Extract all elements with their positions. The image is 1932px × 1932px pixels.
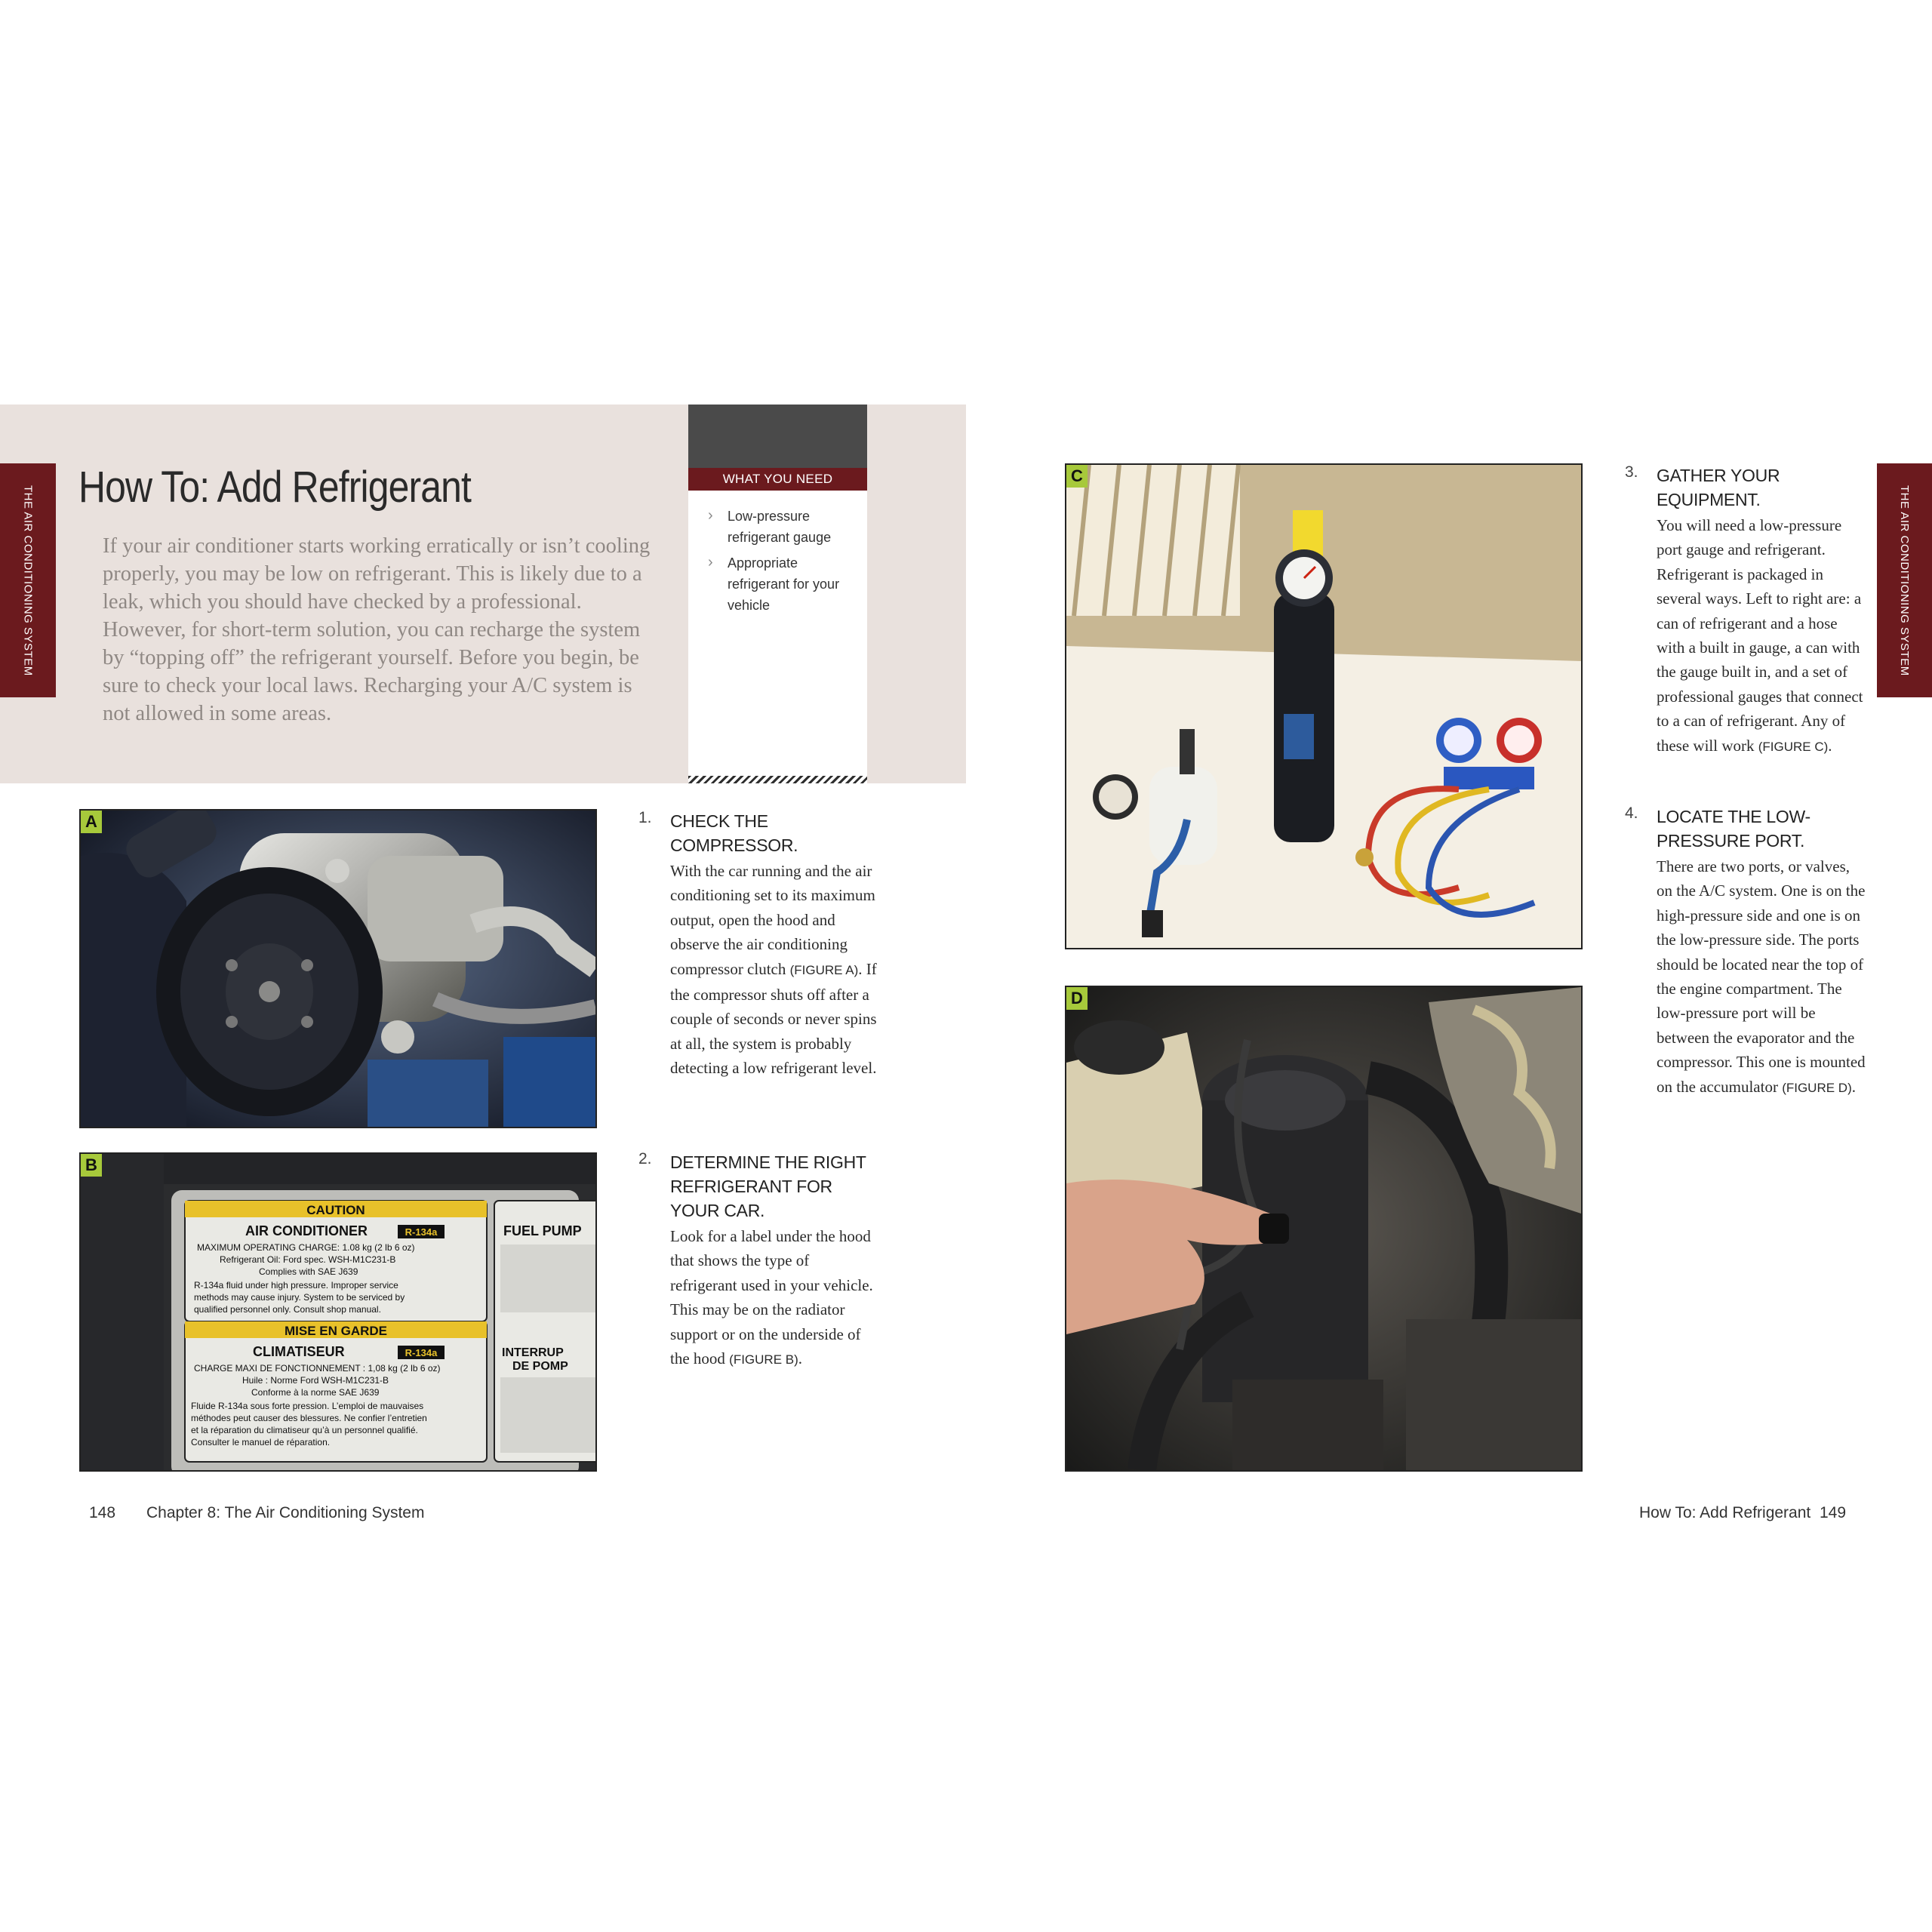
svg-text:AIR CONDITIONER: AIR CONDITIONER bbox=[245, 1223, 368, 1238]
side-tab-right: THE AIR CONDITIONING SYSTEM bbox=[1877, 463, 1932, 697]
figure-b-photo bbox=[79, 1152, 597, 1472]
figure-badge: C bbox=[1066, 465, 1088, 488]
svg-text:R-134a fluid under high pressu: R-134a fluid under high pressure. Improper service bbox=[194, 1280, 398, 1291]
what-you-need-box bbox=[688, 405, 867, 783]
svg-text:MAXIMUM OPERATING CHARGE: 1.08: MAXIMUM OPERATING CHARGE: 1.08 kg (2 lb 6 oz) bbox=[197, 1242, 415, 1253]
need-item: › Low-pressure refrigerant gauge bbox=[699, 506, 863, 548]
step-body: You will need a low-pressure port gauge and refrigerant. Refrigerant is packaged in several ways. Left to right are: a can of refrigerant and a hose with a built in gauge, a can with the gauge built in, and a set of professional gauges that connect to a can of refrigerant. Any of these will work (FIGURE C). bbox=[1657, 516, 1863, 755]
step-1 bbox=[638, 809, 880, 1081]
svg-text:qualified personnel only. Cons: qualified personnel only. Consult shop manual. bbox=[194, 1304, 381, 1315]
need-box-header bbox=[688, 405, 867, 468]
figure-reference: (FIGURE C) bbox=[1758, 739, 1829, 754]
step-number: 3. bbox=[1625, 463, 1638, 481]
svg-text:DE POMP: DE POMP bbox=[512, 1360, 568, 1373]
step-body: There are two ports, or valves, on the A/C system. One is on the high-pressure side and one is on the low-pressure side. The ports should be located near the top of the engine compartment. The low-pressure port will be between the evaporator and the compressor. This one is mounted on the accumulator (FIGURE D). bbox=[1657, 857, 1866, 1096]
page-number-right: 149 bbox=[1820, 1504, 1847, 1521]
page-title: How To: Add Refrigerant bbox=[78, 463, 471, 512]
step-heading: GATHER YOUR EQUIPMENT. bbox=[1657, 466, 1780, 509]
figure-badge: D bbox=[1066, 987, 1088, 1010]
svg-text:Fluide R-134a sous forte press: Fluide R-134a sous forte pression. L’emploi de mauvaises bbox=[191, 1401, 424, 1411]
figure-reference: (FIGURE D) bbox=[1782, 1080, 1852, 1095]
figure-badge: B bbox=[81, 1154, 102, 1177]
svg-text:Huile : Norme Ford WSH-M1C231-: Huile : Norme Ford WSH-M1C231-B bbox=[242, 1375, 389, 1386]
svg-text:INTERRUP: INTERRUP bbox=[502, 1346, 564, 1359]
step-number: 1. bbox=[638, 809, 652, 826]
figure-c-photo bbox=[1065, 463, 1583, 949]
figure-badge: A bbox=[81, 811, 102, 833]
hatch-divider bbox=[688, 776, 867, 783]
svg-text:Conforme à la norme SAE J639: Conforme à la norme SAE J639 bbox=[251, 1387, 380, 1398]
step-number: 4. bbox=[1625, 804, 1638, 822]
svg-text:CAUTION: CAUTION bbox=[306, 1203, 365, 1217]
svg-text:R-134a: R-134a bbox=[405, 1226, 438, 1238]
svg-text:et la réparation du climatiseu: et la réparation du climatiseur qu’à un personnel qualifié. bbox=[191, 1425, 418, 1435]
need-box-heading: WHAT YOU NEED bbox=[688, 468, 867, 491]
figure-reference: (FIGURE A) bbox=[789, 962, 859, 977]
need-item: › Appropriate refrigerant for your vehicle bbox=[699, 552, 863, 616]
svg-text:méthodes peut causer des bless: méthodes peut causer des blessures. Ne confier l’entretien bbox=[191, 1413, 427, 1423]
chevron-right-icon: › bbox=[708, 554, 713, 571]
svg-text:Refrigerant Oil: Ford spec. WS: Refrigerant Oil: Ford spec. WSH-M1C231-B bbox=[220, 1254, 396, 1265]
svg-text:Complies with SAE J639: Complies with SAE J639 bbox=[259, 1266, 358, 1277]
svg-text:FUEL PUMP: FUEL PUMP bbox=[503, 1223, 582, 1238]
step-heading: LOCATE THE LOW-PRESSURE PORT. bbox=[1657, 807, 1810, 851]
svg-text:MISE EN GARDE: MISE EN GARDE bbox=[284, 1324, 388, 1338]
step-body: With the car running and the air conditioning set to its maximum output, open the hood and observe the air conditioning compressor clutch (FIGURE A). If the compressor shuts off after a couple of seconds or never spins at all, the system is probably detecting a low refrigerant level. bbox=[670, 862, 877, 1078]
intro-paragraph: If your air conditioner starts working erratically or isn’t cooling properly, you may be low on refrigerant. This is likely due to a leak, which you should have checked by a professional. However, for short-term solution, you can recharge the system by “topping off” the refrigerant yourself. Before you begin, be sure to check your local laws. Recharging your A/C system is not allowed in some areas. bbox=[103, 534, 651, 725]
side-tab-left: THE AIR CONDITIONING SYSTEM bbox=[0, 463, 56, 697]
need-list bbox=[699, 506, 863, 620]
figure-reference: (FIGURE B) bbox=[729, 1352, 798, 1367]
running-footer-left: Chapter 8: The Air Conditioning System bbox=[146, 1504, 425, 1521]
step-4 bbox=[1625, 804, 1866, 1100]
figure-d-photo bbox=[1065, 986, 1583, 1472]
figure-a-photo bbox=[79, 809, 597, 1128]
svg-text:CHARGE MAXI DE FONCTIONNEMENT: CHARGE MAXI DE FONCTIONNEMENT : 1,08 kg (2 lb 6 oz) bbox=[194, 1363, 441, 1374]
page-number-left: 148 bbox=[89, 1504, 116, 1521]
step-heading: DETERMINE THE RIGHT REFRIGERANT FOR YOUR CAR. bbox=[670, 1152, 866, 1220]
chevron-right-icon: › bbox=[708, 507, 713, 524]
running-footer-right: How To: Add Refrigerant bbox=[1639, 1504, 1811, 1521]
svg-text:CLIMATISEUR: CLIMATISEUR bbox=[253, 1344, 345, 1359]
svg-text:methods may cause injury. Syst: methods may cause injury. System to be serviced by bbox=[194, 1292, 405, 1303]
step-body: Look for a label under the hood that shows the type of refrigerant used in your vehicle. This may be on the radiator support or on the underside of the hood (FIGURE B). bbox=[670, 1227, 873, 1368]
step-3 bbox=[1625, 463, 1866, 759]
step-2 bbox=[638, 1150, 880, 1372]
svg-text:R-134a: R-134a bbox=[405, 1347, 438, 1358]
svg-text:Consulter le manuel de réparat: Consulter le manuel de réparation. bbox=[191, 1437, 331, 1447]
step-heading: CHECK THE COMPRESSOR. bbox=[670, 811, 798, 855]
step-number: 2. bbox=[638, 1150, 652, 1168]
